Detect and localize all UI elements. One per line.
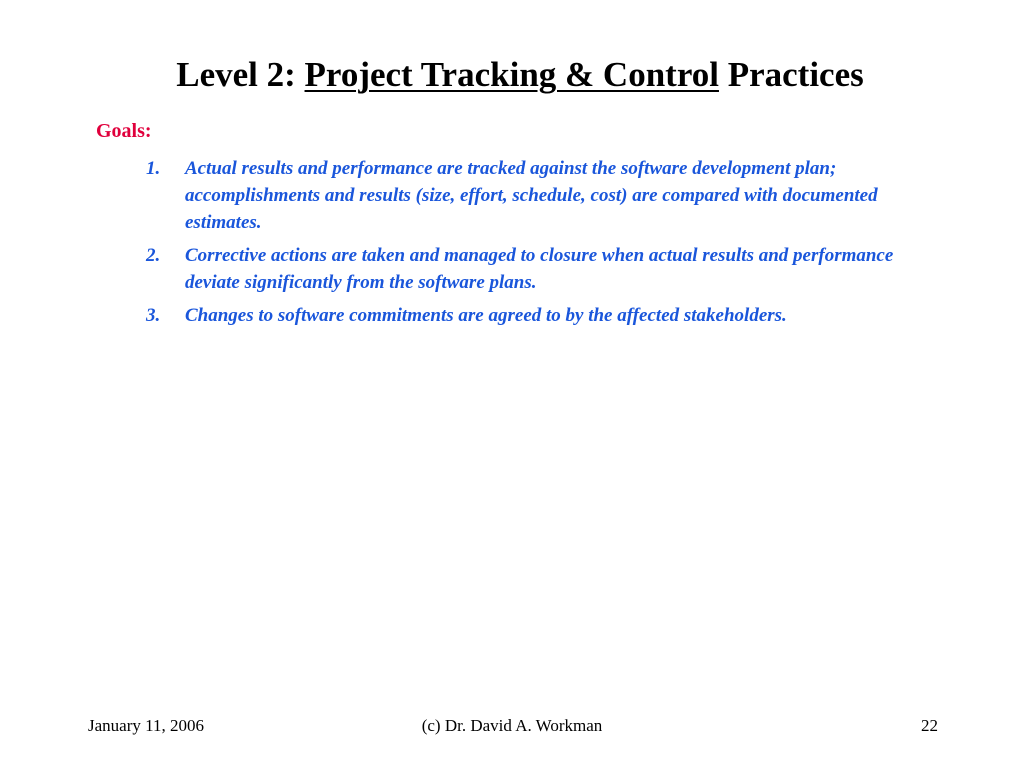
goal-item	[146, 302, 926, 329]
title-suffix: Practices	[718, 55, 864, 94]
footer-page-number: 22	[921, 716, 938, 735]
goal-list	[146, 155, 926, 335]
goal-item	[146, 242, 926, 296]
goal-text: Corrective actions are taken and managed to closure when actual results and performance deviate significantly from the software plans.	[185, 245, 894, 293]
goal-number: 3.	[146, 305, 161, 326]
goal-number: 2.	[146, 245, 161, 266]
goal-item	[146, 155, 926, 236]
goal-text: Actual results and performance are tracked against the software development plan; accomplishments and results (size, effort, schedule, cost) are compared with documented estimates.	[185, 158, 878, 233]
title-prefix: Level 2:	[176, 55, 305, 94]
goal-text: Changes to software commitments are agreed to by the affected stakeholders.	[185, 305, 787, 326]
slide-title	[0, 55, 1024, 95]
goals-label: Goals:	[96, 120, 152, 142]
goal-number: 1.	[146, 158, 161, 179]
footer-date: January 11, 2006	[88, 716, 204, 735]
footer-author: (c) Dr. David A. Workman	[421, 716, 603, 735]
title-underlined: Project Tracking & Control	[304, 55, 719, 94]
